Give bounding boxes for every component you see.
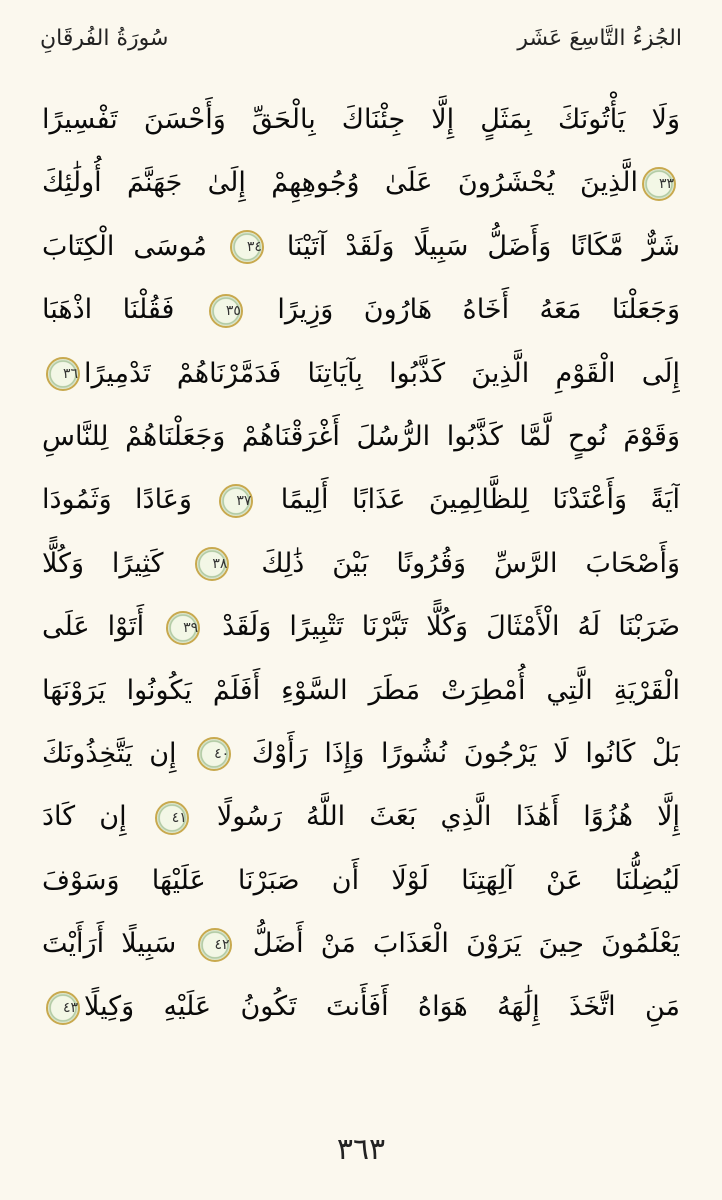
text-line [42, 785, 680, 848]
line-text-part: مُوسَى الْكِتَابَ [42, 230, 226, 262]
line-text: وَلَا يَأْتُونَكَ بِمَثَلٍ إِلَّا جِئْنَاكَ بِالْحَقِّ وَأَحْسَنَ تَفْسِيرًا [42, 104, 680, 135]
line-text [42, 548, 680, 579]
text-line [42, 405, 680, 468]
line-text [42, 928, 680, 959]
text-line [42, 849, 680, 912]
ayah-marker: ٤١ [155, 801, 189, 835]
ayah-marker: ٤٢ [198, 928, 232, 962]
line-text [42, 294, 680, 325]
verse-text-block [42, 88, 680, 1039]
line-text-part: وَأَصْحَابَ الرَّسِّ وَقُرُونًا بَيْنَ ذَٰلِكَ [233, 547, 680, 579]
line-text-part: أَتَوْا عَلَى [42, 611, 163, 643]
page-header [40, 20, 682, 60]
line-text-part: ضَرَبْنَا لَهُ الْأَمْثَالَ وَكُلًّا تَبَّرْنَا تَتْبِيرًا وَلَقَدْ [204, 611, 680, 643]
line-text-part: فَقُلْنَا اذْهَبَا [42, 294, 205, 326]
text-line [42, 659, 680, 722]
line-text [42, 738, 680, 769]
line-text-part: كَثِيرًا وَكُلًّا [42, 547, 192, 579]
page-number: ٣٦٣ [336, 1132, 386, 1167]
line-text: الْقَرْيَةِ الَّتِي أُمْطِرَتْ مَطَرَ السَّوْءِ أَفَلَمْ يَكُونُوا يَرَوْنَهَا [42, 674, 680, 706]
line-text [42, 484, 680, 515]
text-line [42, 88, 680, 151]
line-text-part: آيَةً وَأَعْتَدْنَا لِلظَّالِمِينَ عَذَابًا أَلِيمًا [257, 484, 680, 516]
line-text: لَيُضِلُّنَا عَنْ آلِهَتِنَا لَوْلَا أَن صَبَرْنَا عَلَيْهَا وَسَوْفَ [42, 864, 680, 896]
line-text-part: وَعَادًا وَثَمُودَا [42, 484, 216, 516]
text-line [42, 975, 680, 1038]
ayah-marker: ٣٨ [195, 547, 229, 581]
line-text-part: إِلَّا هُزُوًا أَهَٰذَا الَّذِي بَعَثَ اللَّهُ رَسُولًا [192, 801, 680, 833]
ayah-marker: ٣٣ [642, 167, 676, 201]
ayah-marker: ٤٣ [46, 991, 80, 1025]
line-text-part: بَلْ كَانُوا لَا يَرْجُونَ نُشُورًا وَإِذَا رَأَوْكَ [235, 737, 680, 769]
text-line [42, 912, 680, 975]
juz-title: الجُزءُ التَّاسِعَ عَشَر [517, 26, 682, 51]
line-text-part: إِن يَتَّخِذُونَكَ [42, 737, 194, 769]
line-text-part: يَعْلَمُونَ حِينَ يَرَوْنَ الْعَذَابَ مَنْ أَضَلُّ [235, 928, 680, 960]
line-text [42, 611, 680, 642]
ayah-marker: ٣٧ [219, 484, 253, 518]
ayah-marker: ٣٩ [166, 611, 200, 645]
ayah-marker: ٤٠ [197, 737, 231, 771]
line-text-part: وَجَعَلْنَا مَعَهُ أَخَاهُ هَارُونَ وَزِيرًا [246, 294, 680, 326]
text-line [42, 468, 680, 531]
line-text [42, 231, 680, 262]
line-text [42, 801, 680, 832]
line-text-part: شَرٌّ مَّكَانًا وَأَضَلُّ سَبِيلًا وَلَقَدْ آتَيْنَا [267, 230, 680, 262]
text-line [42, 278, 680, 341]
ayah-marker: ٣٦ [46, 357, 80, 391]
surah-title: سُورَةُ الفُرقَانِ [40, 26, 169, 51]
text-line [42, 595, 680, 658]
line-text: إِلَى الْقَوْمِ الَّذِينَ كَذَّبُوا بِآيَاتِنَا فَدَمَّرْنَاهُمْ تَدْمِيرًا [84, 357, 680, 389]
ayah-marker: ٣٥ [209, 294, 243, 328]
line-text: الَّذِينَ يُحْشَرُونَ عَلَىٰ وُجُوهِهِمْ إِلَىٰ جَهَنَّمَ أُولَٰئِكَ [42, 167, 638, 199]
line-text: مَنِ اتَّخَذَ إِلَٰهَهُ هَوَاهُ أَفَأَنتَ تَكُونُ عَلَيْهِ وَكِيلًا [84, 991, 680, 1023]
text-line [42, 722, 680, 785]
text-line [42, 342, 680, 405]
line-text: وَقَوْمَ نُوحٍ لَّمَّا كَذَّبُوا الرُّسُلَ أَغْرَقْنَاهُمْ وَجَعَلْنَاهُمْ لِلنَّاسِ [42, 420, 680, 452]
line-text-part: سَبِيلًا أَرَأَيْتَ [42, 928, 194, 960]
text-line [42, 215, 680, 278]
text-line [42, 151, 680, 214]
text-line [42, 532, 680, 595]
line-text-part: إِن كَادَ [42, 801, 151, 833]
ayah-marker: ٣٤ [230, 230, 264, 264]
